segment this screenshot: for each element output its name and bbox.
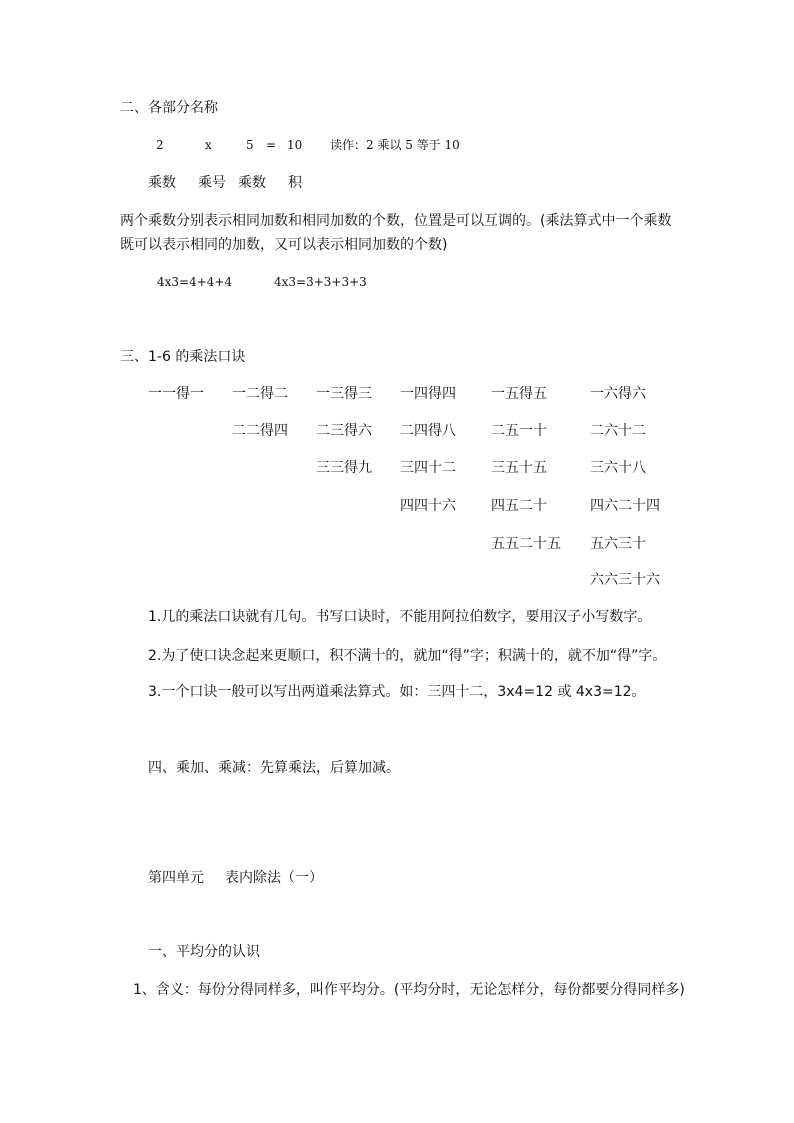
note-1: 1.几的乘法口诀就有几句。书写口诀时，不能用阿拉伯数字，要用汉子小写数字。 — [148, 609, 652, 625]
equation-result: 10 — [287, 138, 303, 152]
unit4-section1-heading: 一、平均分的认识 — [148, 944, 260, 960]
example-2: 4x3=3+3+3+3 — [274, 275, 367, 289]
table-cell: 四四十六 — [400, 498, 456, 514]
table-cell: 五六三十 — [590, 536, 646, 552]
section2-paragraph-line2: 既可以表示相同的加数，又可以表示相同加数的个数) — [120, 237, 448, 253]
note-2: 2.为了使口诀念起来更顺口，积不满十的，就加“得”字；积满十的，就不加“得”字。 — [148, 648, 667, 664]
section2-heading: 二、各部分名称 — [120, 100, 218, 116]
table-cell: 一四得四 — [400, 386, 456, 402]
equation-multiply-sign: x — [205, 138, 212, 152]
table-cell: 一二得二 — [232, 386, 288, 402]
table-cell: 四五二十 — [491, 498, 547, 514]
table-cell: 二二得四 — [232, 423, 288, 439]
note-3: 3.一个口诀一般可以写出两道乘法算式。如：三四十二，3x4=12 或 4x3=12。 — [148, 684, 646, 700]
table-cell: 三五十五 — [491, 460, 547, 476]
section3-heading: 三、1-6 的乘法口诀 — [120, 349, 246, 365]
table-cell: 六六三十六 — [590, 572, 660, 588]
table-cell: 四六二十四 — [590, 498, 660, 514]
equation-equals-sign: = — [266, 138, 277, 152]
table-cell: 二四得八 — [400, 423, 456, 439]
section2-paragraph-line1: 两个乘数分别表示相同加数和相同加数的个数，位置是可以互调的。(乘法算式中一个乘数 — [120, 213, 672, 229]
equation-multiplier-a: 2 — [156, 138, 164, 152]
table-cell: 三六十八 — [590, 460, 646, 476]
unit4-subtitle: 表内除法（一） — [225, 870, 323, 886]
table-cell: 一三得三 — [316, 386, 372, 402]
table-cell: 三四十二 — [400, 460, 456, 476]
part-name-multiply-sign: 乘号 — [198, 175, 226, 191]
unit4-title: 第四单元 — [148, 870, 204, 886]
unit4-section1-item1: 1、含义：每份分得同样多，叫作平均分。(平均分时，无论怎样分，每份都要分得同样多) — [133, 982, 685, 998]
part-name-multiplier-1: 乘数 — [148, 175, 176, 191]
table-cell: 一一得一 — [148, 386, 204, 402]
section4-heading: 四、乘加、乘减：先算乘法，后算加减。 — [148, 760, 400, 776]
table-cell: 五五二十五 — [491, 536, 561, 552]
unit4-title-row — [0, 871, 794, 887]
part-name-product: 积 — [288, 175, 302, 191]
table-cell: 一五得五 — [491, 386, 547, 402]
part-name-multiplier-2: 乘数 — [238, 175, 266, 191]
equation-reading: 读作：2 乘以 5 等于 10 — [330, 138, 460, 152]
table-cell: 二三得六 — [316, 423, 372, 439]
example-1: 4x3=4+4+4 — [157, 275, 233, 289]
equation-multiplier-b: 5 — [246, 138, 254, 152]
table-cell: 三三得九 — [316, 460, 372, 476]
table-cell: 二六十二 — [590, 423, 646, 439]
table-cell: 二五一十 — [491, 423, 547, 439]
table-cell: 一六得六 — [590, 386, 646, 402]
